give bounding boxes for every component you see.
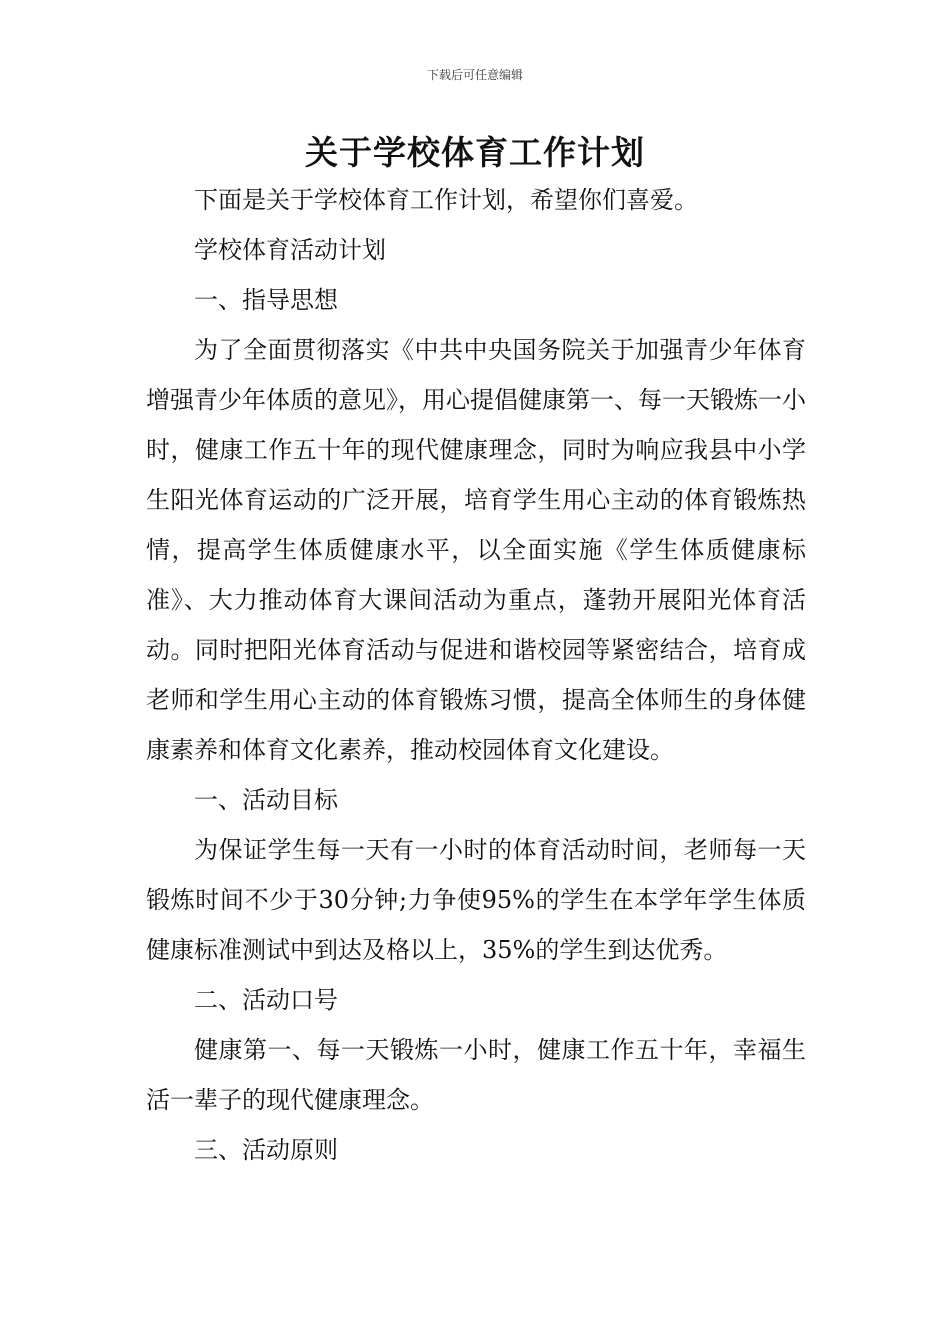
section-heading-plan: 学校体育活动计划 <box>194 236 386 264</box>
section-heading-principles: 三、活动原则 <box>194 1136 338 1164</box>
page-header-note: 下载后可任意编辑 <box>426 68 523 82</box>
intro-paragraph: 下面是关于学校体育工作计划，希望你们喜爱。 <box>194 186 698 214</box>
section-heading-goals: 一、活动目标 <box>194 786 338 814</box>
section-heading-guiding-thought: 一、指导思想 <box>194 286 338 314</box>
guiding-thought-paragraph: 为了全面贯彻落实《中共中央国务院关于加强青少年体育增强青少年体质的意见》，用心提倡健康第一、每一天锻炼一小时，健康工作五十年的现代健康理念，同时为响应我县中小学生阳光体育运动的广泛开展，培育学生用心主动的体育锻炼热情，提高学生体质健康水平，以全面实施《学生体质健康标准》、大力推动体育大课间活动为重点，蓬勃开展阳光体育活动。同时把阳光体育活动与促进和谐校园等紧密结合，培育成老师和学生用心主动的体育锻炼习惯，提高全体师生的身体健康素养和体育文化素养，推动校园体育文化建设。 <box>146 336 806 764</box>
slogan-paragraph: 健康第一、每一天锻炼一小时，健康工作五十年，幸福生活一辈子的现代健康理念。 <box>146 1036 806 1114</box>
document-body <box>146 175 806 1175</box>
goals-paragraph: 为保证学生每一天有一小时的体育活动时间，老师每一天锻炼时间不少于30分钟;力争使95%的学生在本学年学生体质健康标准测试中到达及格以上，35%的学生到达优秀。 <box>146 836 806 964</box>
section-heading-slogan: 二、活动口号 <box>194 986 338 1014</box>
document-title: 关于学校体育工作计划 <box>305 133 645 172</box>
